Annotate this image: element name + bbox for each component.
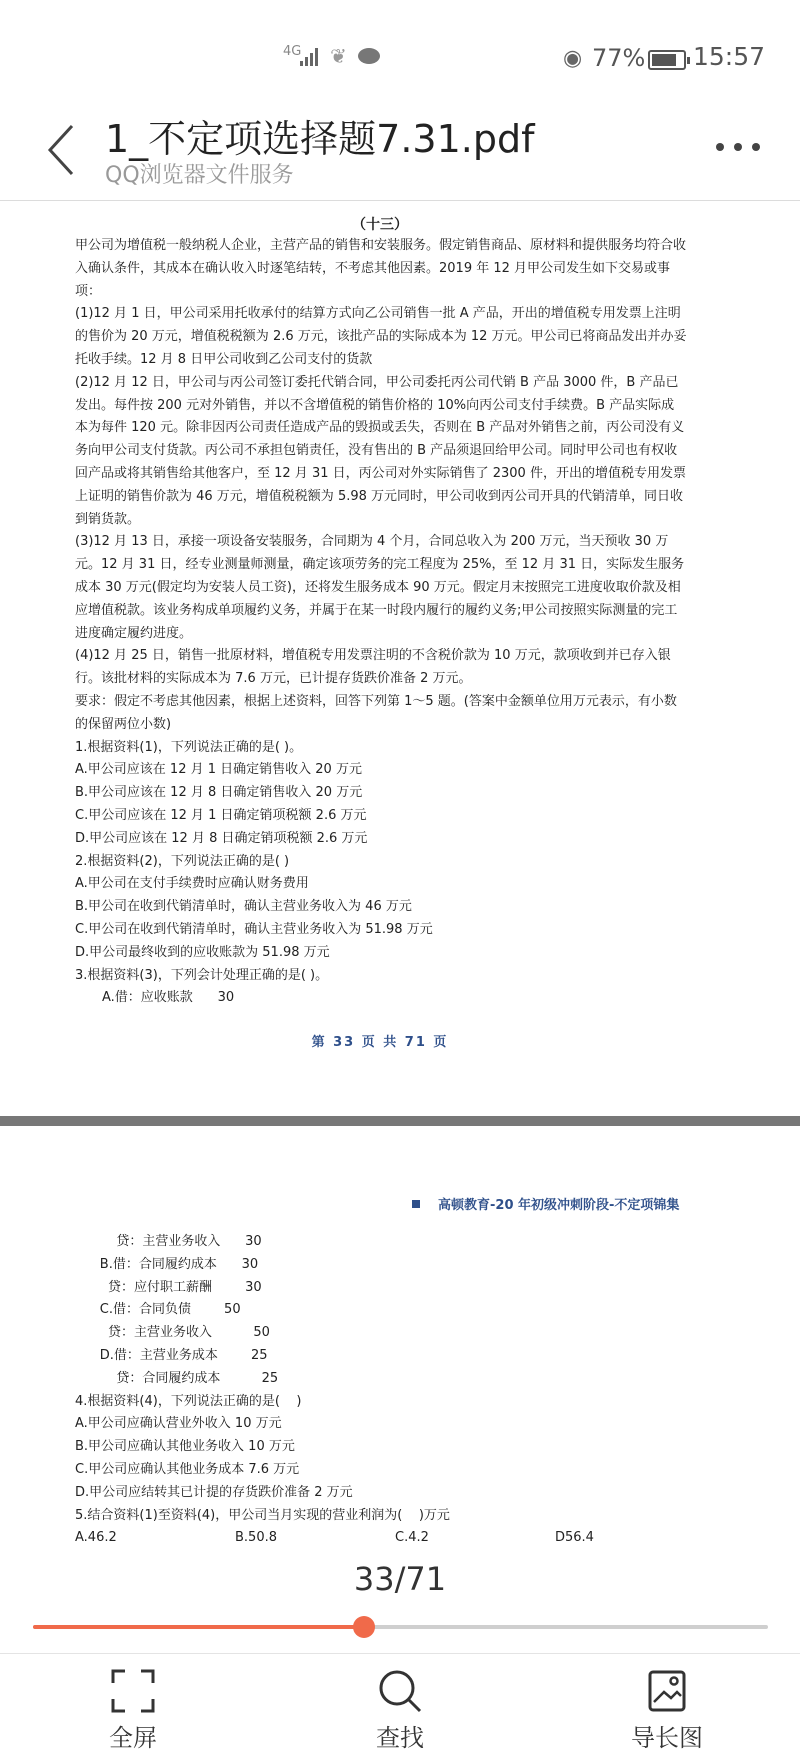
page-slider-fill: [33, 1625, 364, 1629]
paragraph: (2)12 月 12 日，甲公司与丙公司签订委托代销合同，甲公司委托丙公司代销 B 产品 3000 件，B 产品已发出。每件按 200 元对外销售，并以不含增值税的销售价格的 10%向丙公司支付手续费。B 产品实际成本为每件 120 元。除非因丙公司责任造成产品的毁损或丢失，否则在 B 产品对外销售之前，丙公司没有义务向甲公司支付货款。丙公司不承担包销责任，没有售出的 B 产品须退回给甲公司。同时甲公司也有权收回产品或将其销售给其他客户，至 12 月 31 日，丙公司对外实际销售了 2300 件，开出的增值税专用发票上证明的销售价款为 46 万元，增值税税额为 5.98 万元同时，甲公司收到丙公司开具的代销清单，同日收到销货款。: [75, 374, 686, 527]
square-bullet-icon: [412, 1200, 420, 1208]
page-divider: [0, 1116, 800, 1126]
document-source: QQ浏览器文件服务: [105, 163, 294, 188]
paragraph: (4)12 月 25 日，销售一批原材料，增值税专用发票注明的不含税价款为 10 万元，款项收到并已存入银行。该批材料的实际成本为 7.6 万元，已计提存货跌价准备 2 万元。: [75, 648, 671, 687]
paragraph: (1)12 月 1 日，甲公司采用托收承付的结算方式向乙公司销售一批 A 产品，开出的增值税专用发票上注明的售价为 20 万元，增值税税额为 2.6 万元，该批产品的实际成本为 12 万元。甲公司已将商品发出并办妥托收手续。12 月 8 日甲公司收到乙公司支付的货款: [75, 306, 687, 367]
pdf-page-34: [0, 1126, 800, 1556]
option: A.甲公司应确认营业外收入 10 万元: [75, 1416, 282, 1432]
fullscreen-icon: [110, 1668, 156, 1714]
more-menu-button[interactable]: [716, 140, 760, 154]
export-long-image-button[interactable]: [607, 1668, 727, 1753]
section-heading: （十三）: [352, 217, 408, 233]
option: C.甲公司应该在 12 月 1 日确定销项税额 2.6 万元: [75, 807, 367, 823]
option: B.甲公司应确认其他业务收入 10 万元: [75, 1439, 295, 1455]
text-line: B.借：合同履约成本 30: [75, 1256, 259, 1272]
fullscreen-button[interactable]: [73, 1668, 193, 1753]
option: A.46.2: [75, 1530, 117, 1546]
question: 1.根据资料(1)，下列说法正确的是( )。: [75, 739, 303, 755]
paragraph: 甲公司为增值税一般纳税人企业，主营产品的销售和安装服务。假定销售商品、原材料和提供服务均符合收入确认条件，其成本在确认收入时逐笔结转，不考虑其他因素。2019 年 12 月甲公司发生如下交易或事项：: [75, 238, 687, 299]
option: D56.4: [555, 1530, 594, 1546]
text-line: 贷：应付职工薪酬 30: [75, 1279, 262, 1295]
fullscreen-label: 全屏: [109, 1724, 157, 1752]
option: A.甲公司在支付手续费时应确认财务费用: [75, 876, 309, 892]
page-slider-thumb[interactable]: [353, 1616, 375, 1638]
back-button[interactable]: [44, 120, 84, 180]
eye-icon: ◉: [563, 46, 583, 71]
page-body: [75, 1231, 715, 1550]
long-image-icon: [644, 1668, 690, 1714]
option: D.甲公司最终收到的应收账款为 51.98 万元: [75, 944, 330, 960]
page-header-text: 高顿教育-20 年初级冲刺阶段-不定项锦集: [438, 1198, 680, 1213]
option: D.甲公司应该在 12 月 8 日确定销项税额 2.6 万元: [75, 830, 368, 846]
battery-icon: [648, 50, 686, 70]
find-button[interactable]: [340, 1668, 460, 1753]
app-header: [0, 100, 800, 201]
message-icon: [358, 48, 380, 64]
text-line: 贷：合同履约成本 25: [75, 1370, 279, 1386]
page-header: [412, 1194, 679, 1213]
battery-percent: 77%: [592, 44, 646, 72]
question: 4.根据资料(4)，下列说法正确的是( ): [75, 1393, 302, 1409]
text-line: D.借：主营业务成本 25: [75, 1347, 268, 1363]
option: B.甲公司应该在 12 月 8 日确定销售收入 20 万元: [75, 785, 363, 801]
option: A.借：应收账款 30: [102, 990, 235, 1006]
status-bar: [0, 0, 800, 100]
option: C.甲公司在收到代销清单时，确认主营业务收入为 51.98 万元: [75, 921, 433, 937]
option: D.甲公司应结转其已计提的存货跌价准备 2 万元: [75, 1484, 353, 1500]
option: B.甲公司在收到代销清单时，确认主营业务收入为 46 万元: [75, 899, 412, 915]
clock: 15:57: [693, 42, 766, 71]
search-icon: [377, 1668, 423, 1714]
leaf-icon: ❦: [330, 44, 347, 68]
paragraph: 要求：假定不考虑其他因素，根据上述资料，回答下列第 1～5 题。(答案中金额单位用万元表示，有小数的保留两位小数): [75, 693, 677, 732]
network-type: 4G: [283, 44, 302, 59]
question: 5.结合资料(1)至资料(4)，甲公司当月实现的营业利润为( )万元: [75, 1507, 450, 1523]
chevron-left-icon: [44, 120, 84, 180]
question: 3.根据资料(3)，下列会计处理正确的是( )。: [75, 967, 329, 983]
option: C.甲公司应确认其他业务成本 7.6 万元: [75, 1461, 300, 1477]
question: 2.根据资料(2)，下列说法正确的是( ): [75, 853, 290, 869]
document-title: 1_不定项选择题7.31.pdf: [105, 117, 535, 161]
pdf-page-33: [0, 201, 800, 1116]
page-counter: 33/71: [353, 1560, 447, 1598]
bottom-toolbar: [0, 1653, 800, 1761]
option: C.4.2: [395, 1530, 429, 1546]
text-line: 贷：主营业务收入 30: [75, 1234, 262, 1249]
signal-icon: [300, 46, 322, 66]
option: B.50.8: [235, 1530, 277, 1546]
text-line: 贷：主营业务收入 50: [75, 1325, 270, 1341]
text-line: C.借：合同负债 50: [75, 1302, 241, 1318]
export-long-image-label: 导长图: [631, 1724, 703, 1752]
page-footer: 第 33 页 共 71 页: [311, 1035, 449, 1050]
answer-options: [75, 1527, 715, 1550]
paragraph: (3)12 月 13 日，承接一项设备安装服务，合同期为 4 个月，合同总收入为 200 万元，当天预收 30 万元。12 月 31 日，经专业测量师测量，确定该项劳务的完工程度为 25%，至 12 月 31 日，实际发生服务成本 30 万元(假定均为安装人员工资)，还将发生服务成本 90 万元。假定月末按照完工进度收取价款及相应增值税款。该业务构成单项履约义务，并属于在某一时段内履行的履约义务;甲公司按照实际测量的完工进度确定履约进度。: [75, 534, 685, 641]
page-slider[interactable]: [33, 1625, 768, 1629]
page-body: [75, 235, 687, 1010]
option: A.甲公司应该在 12 月 1 日确定销售收入 20 万元: [75, 762, 362, 778]
find-label: 查找: [376, 1724, 424, 1752]
